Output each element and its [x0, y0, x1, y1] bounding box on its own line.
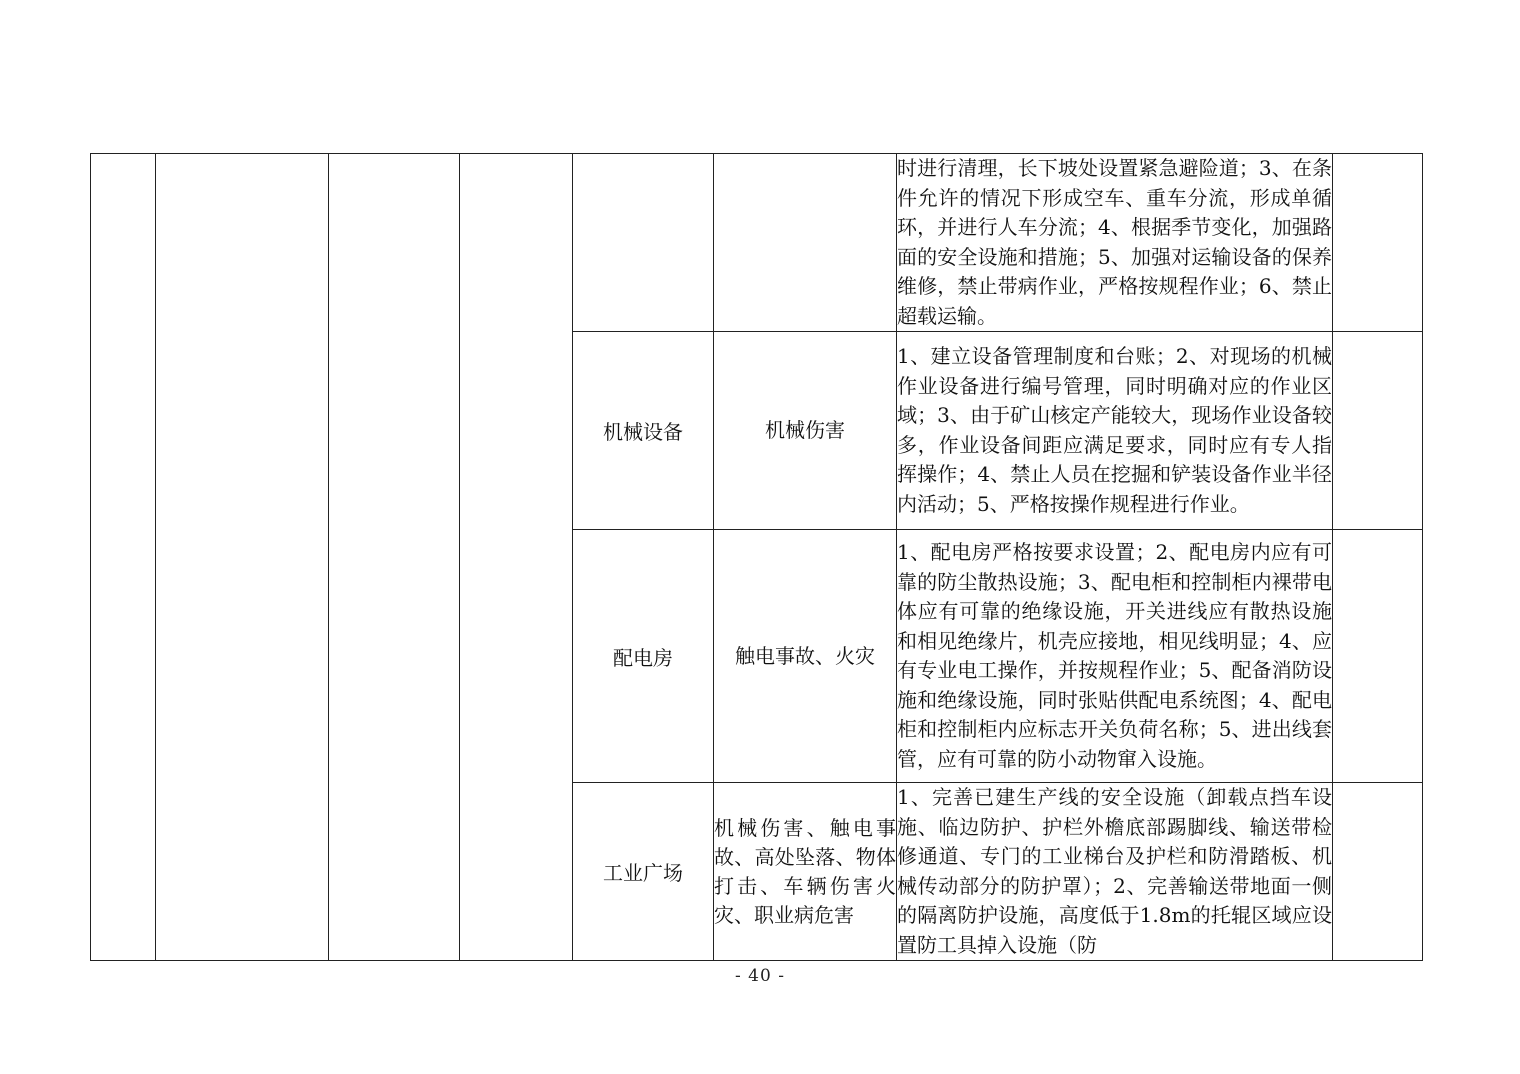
merged-cell-col4: [460, 154, 573, 961]
measures-cell: 1、配电房严格按要求设置；2、配电房内应有可靠的防尘散热设施；3、配电柜和控制柜内裸带电体应有可靠的绝缘设施，开关进线应有散热设施和相见绝缘片，机壳应接地，相见线明显；4、应有专业电工操作，并按规程作业；5、配备消防设施和绝缘设施，同时张贴供配电系统图；4、配电柜和控制柜内应标志开关负荷名称；5、进出线套管，应有可靠的防小动物窜入设施。: [897, 530, 1333, 783]
hazard-cell: 触电事故、火灾: [714, 530, 897, 783]
place-cell: 机械设备: [573, 332, 714, 530]
hazard-cell: [714, 154, 897, 332]
place-cell: 工业广场: [573, 783, 714, 961]
remark-cell: [1333, 530, 1423, 783]
measures-cell: 1、建立设备管理制度和台账；2、对现场的机械作业设备进行编号管理，同时明确对应的作业区域；3、由于矿山核定产能较大，现场作业设备较多，作业设备间距应满足要求，同时应有专人指挥操作；4、禁止人员在挖掘和铲装设备作业半径内活动；5、严格按操作规程进行作业。: [897, 332, 1333, 530]
measures-cell: 时进行清理，长下坡处设置紧急避险道；3、在条件允许的情况下形成空车、重车分流，形成单循环，并进行人车分流；4、根据季节变化，加强路面的安全设施和措施；5、加强对运输设备的保养维修，禁止带病作业，严格按规程作业；6、禁止超载运输。: [897, 154, 1333, 332]
remark-cell: [1333, 332, 1423, 530]
table-row: [91, 154, 1423, 332]
hazard-cell: 机械伤害、触电事故、高处坠落、物体打击、车辆伤害火灾、职业病危害: [714, 783, 897, 961]
place-cell: [573, 154, 714, 332]
place-cell: 配电房: [573, 530, 714, 783]
hazard-cell: 机械伤害: [714, 332, 897, 530]
page-number: - 40 -: [735, 966, 785, 986]
merged-cell-col2: [156, 154, 329, 961]
merged-cell-col3: [329, 154, 460, 961]
remark-cell: [1333, 783, 1423, 961]
hazard-measures-table: [90, 153, 1423, 961]
remark-cell: [1333, 154, 1423, 332]
merged-cell-col1: [91, 154, 156, 961]
measures-cell: 1、完善已建生产线的安全设施（卸载点挡车设施、临边防护、护栏外檐底部踢脚线、输送带检修通道、专门的工业梯台及护栏和防滑踏板、机械传动部分的防护罩）；2、完善输送带地面一侧的隔离防护设施，高度低于1.8m的托辊区域应设置防工具掉入设施（防: [897, 783, 1333, 961]
